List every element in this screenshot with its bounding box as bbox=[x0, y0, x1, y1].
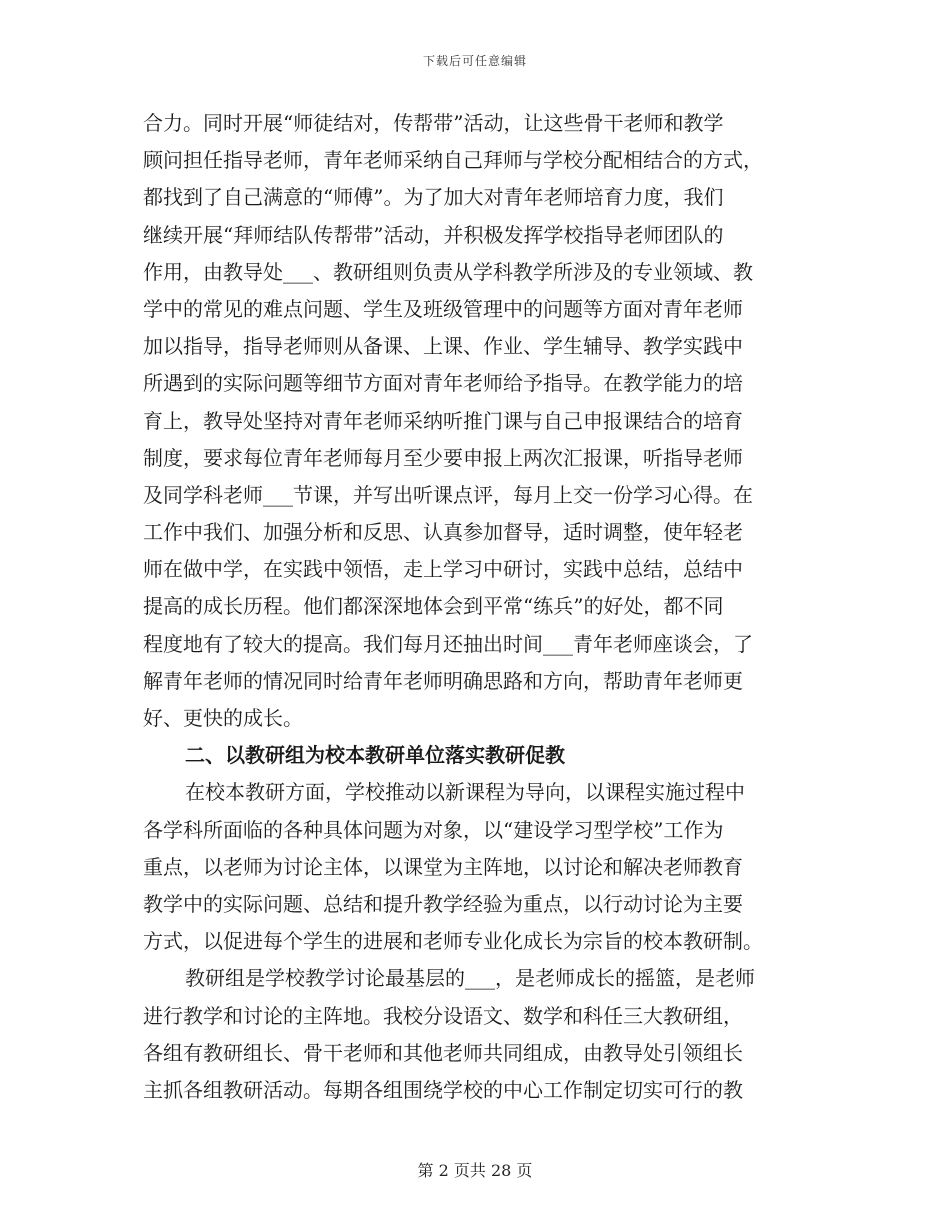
text-line: 制度，要求每位青年老师每月至少要申报上两次汇报课，听指导老师 bbox=[143, 445, 743, 470]
text-line: 合力。同时开展“师徒结对，传帮带”活动，让这些骨干老师和教学 bbox=[143, 111, 724, 135]
text-line: 好、更快的成长。 bbox=[143, 706, 303, 730]
text-line: 教学中的实际问题、总结和提升教学经验为重点，以行动讨论为主要 bbox=[143, 891, 743, 916]
text-line: 加以指导，指导老师则从备课、上课、作业、学生辅导、教学实践中 bbox=[143, 334, 743, 359]
text-line: 教研组是学校教学讨论最基层的___，是老师成长的摇篮，是老师 bbox=[185, 966, 755, 991]
text-line: 所遇到的实际问题等细节方面对青年老师给予指导。在教学能力的培 bbox=[143, 371, 743, 396]
text-line: 及同学科老师___节课，并写出听课点评，每月上交一份学习心得。在 bbox=[143, 482, 753, 507]
text-line: 继续开展“拜师结队传帮带”活动，并积极发挥学校指导老师团队的 bbox=[143, 222, 724, 247]
text-line: 程度地有了较大的提高。我们每月还抽出时间___青年老师座谈会，了 bbox=[143, 631, 753, 656]
page-number: 第 2 页共 28 页 bbox=[417, 1161, 533, 1180]
text-line: 在校本教研方面，学校推动以新课程为导向，以课程实施过程中 bbox=[185, 780, 745, 805]
section-heading: 二、以教研组为校本教研单位落实教研促教 bbox=[185, 743, 565, 768]
text-line: 方式，以促进每个学生的进展和老师专业化成长为宗旨的校本教研制。 bbox=[143, 929, 763, 954]
text-line: 解青年老师的情况同时给青年老师明确思路和方向，帮助青年老师更 bbox=[143, 668, 743, 693]
text-line: 进行教学和讨论的主阵地。我校分设语文、数学和科任三大教研组， bbox=[143, 1003, 743, 1028]
text-line: 都找到了自己满意的“师傅”。为了加大对青年老师培育力度，我们 bbox=[143, 185, 724, 210]
page-header: 下载后可任意编辑 bbox=[422, 54, 527, 68]
text-line: 提高的成长历程。他们都深深地体会到平常“练兵”的好处，都不同 bbox=[143, 594, 724, 619]
text-line: 学中的常见的难点问题、学生及班级管理中的问题等方面对青年老师 bbox=[143, 296, 743, 321]
text-line: 各学科所面临的各种具体问题为对象，以“建设学习型学校”工作为 bbox=[143, 817, 724, 842]
text-line: 师在做中学，在实践中领悟，走上学习中研讨，实践中总结，总结中 bbox=[143, 557, 743, 582]
text-line: 作用，由教导处___、教研组则负责从学科教学所涉及的专业领域、教 bbox=[143, 259, 753, 284]
text-line: 育上，教导处坚持对青年老师采纳听推门课与自己申报课结合的培育 bbox=[143, 408, 743, 433]
document-body bbox=[143, 105, 811, 1109]
text-line: 各组有教研组长、骨干老师和其他老师共同组成，由教导处引领组长 bbox=[143, 1040, 743, 1065]
text-line: 主抓各组教研活动。每期各组围绕学校的中心工作制定切实可行的教 bbox=[143, 1077, 743, 1102]
text-line: 重点，以老师为讨论主体，以课堂为主阵地，以讨论和解决老师教育 bbox=[143, 854, 743, 879]
text-line: 工作中我们、加强分析和反思、认真参加督导，适时调整，使年轻老 bbox=[143, 520, 743, 545]
text-line: 顾问担任指导老师，青年老师采纳自己拜师与学校分配相结合的方式， bbox=[143, 148, 763, 173]
